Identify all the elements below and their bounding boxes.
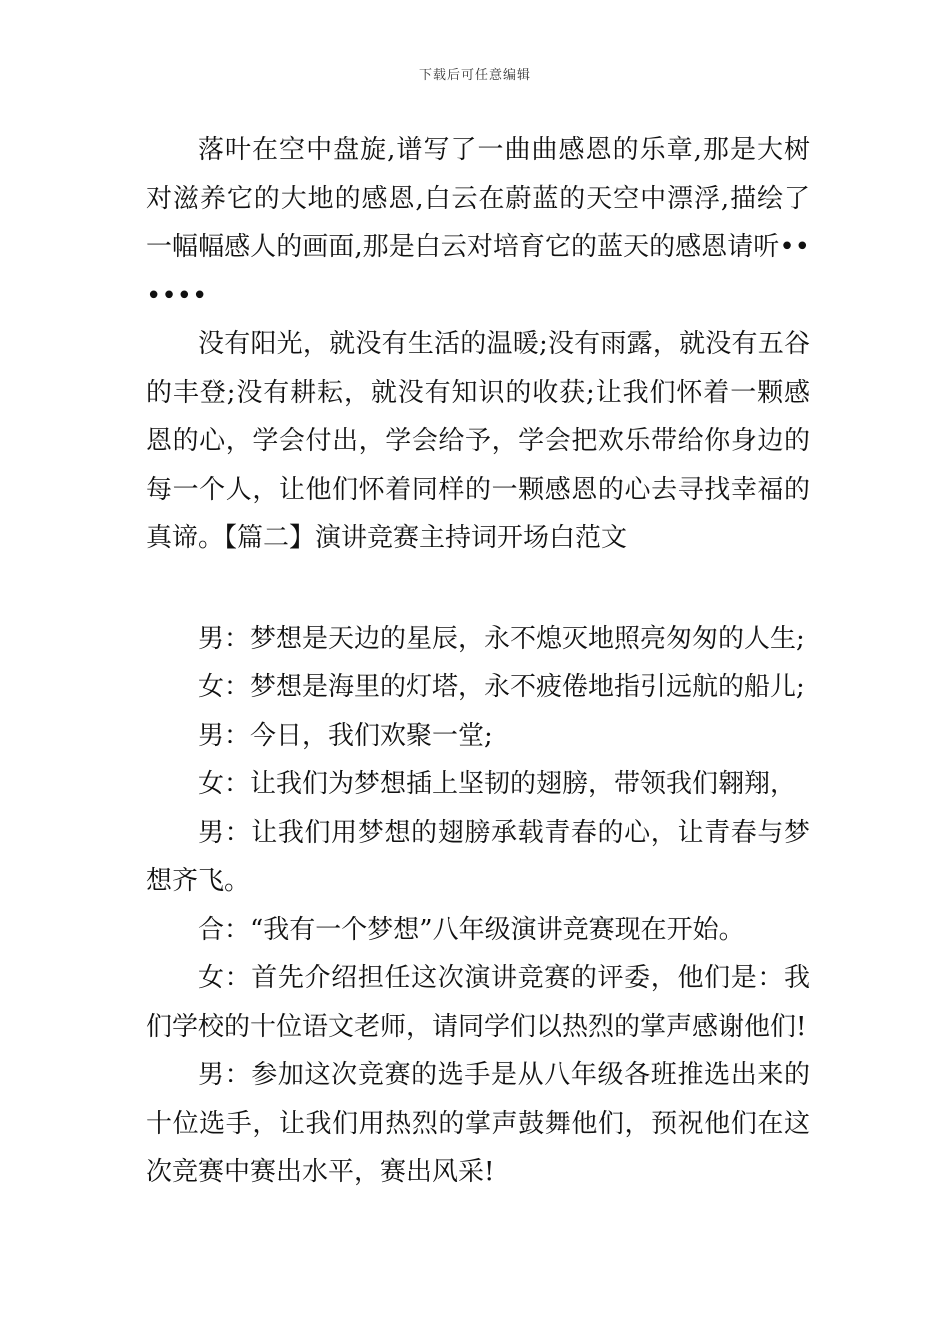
paragraph-gratitude: 没有阳光，就没有生活的温暖;没有雨露，就没有五谷的丰登;没有耕耘，就没有知识的收获;让我们怀着一颗感恩的心，学会付出，学会给予，学会把欢乐带给你身边的每一个人，让他们怀着同样的一颗感恩的心去寻找幸福的真谛。【篇二】演讲竞赛主持词开场白范文 (146, 329, 810, 553)
dialogue-line: 女：让我们为梦想插上坚韧的翅膀，带领我们翱翔， (198, 769, 797, 799)
dialogue-line: 男：今日，我们欢聚一堂; (198, 720, 493, 751)
dialogue-paragraph: 男：参加这次竞赛的选手是从八年级各班推选出来的十位选手，让我们用热烈的掌声鼓舞他们，预祝他们在这次竞赛中赛出水平，赛出风采! (146, 1060, 810, 1187)
dialogue-paragraph: 女：首先介绍担任这次演讲竞赛的评委，他们是：我们学校的十位语文老师，请同学们以热烈的掌声感谢他们! (146, 963, 810, 1042)
section-gap (146, 563, 810, 615)
dialogue-line: 男：梦想是天边的星辰，永不熄灭地照亮匆匆的人生; (198, 623, 805, 654)
document-body (146, 126, 810, 1197)
dialogue-paragraph: 合：“我有一个梦想”八年级演讲竞赛现在开始。 (198, 914, 745, 945)
paragraph-falling-leaves: 落叶在空中盘旋,谱写了一曲曲感恩的乐章,那是大树对滋养它的大地的感恩,白云在蔚蓝的天空中漂浮,描绘了一幅幅感人的画面,那是白云对培育它的蓝天的感恩请听•••••• (146, 135, 810, 311)
dialogue-line: 女：梦想是海里的灯塔，永不疲倦地指引远航的船儿; (198, 672, 805, 702)
page-header: 下载后可任意编辑 (418, 68, 531, 83)
dialogue-paragraph: 男：让我们用梦想的翅膀承载青春的心，让青春与梦想齐飞。 (146, 817, 810, 896)
